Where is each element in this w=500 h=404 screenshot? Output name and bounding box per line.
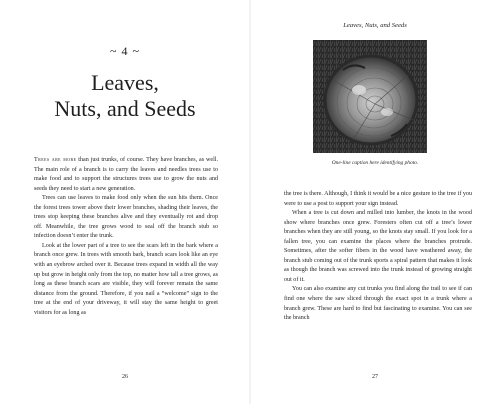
tree-stump-photo-graphic xyxy=(313,40,427,153)
running-head: Leaves, Nuts, and Seeds xyxy=(343,22,407,29)
page-number-left: 26 xyxy=(122,374,128,380)
paragraph-text: than just trunks, of course. They have branches, as well. The main role of a branch is to carry the leaves and needles trees use to make food and to support the structures trees use to grow the nuts and seeds they need to start a new generation. xyxy=(34,157,218,192)
photo-caption: One-line caption here identifying photo. xyxy=(331,160,419,166)
paragraph-text: the tree is there. Although, I think it would be a nice gesture to the tree if you were to use a post to support your sign instead. xyxy=(284,191,473,207)
left-body-text xyxy=(34,156,218,318)
paragraph xyxy=(34,156,218,194)
right-body-text xyxy=(284,190,472,324)
paragraph xyxy=(284,209,472,285)
page-number-right: 27 xyxy=(372,374,378,380)
paragraph xyxy=(34,194,218,242)
paragraph-text: Trees can use leaves to make food only when the sun hits them. Once the forest trees tower above their lower branches, shading their leaves, the trees stop keeping these branches alive and they eventually rot and drop off. Meanwhile, the tree grows wood to seal off the branch stub so infection doesn’t enter the trunk. xyxy=(34,195,218,240)
paragraph xyxy=(284,190,472,209)
chapter-title-line-1: Leaves, xyxy=(91,70,159,95)
paragraph xyxy=(284,285,472,323)
page-gutter xyxy=(249,0,251,404)
chapter-title-line-2: Nuts, and Seeds xyxy=(54,96,196,121)
lead-in-small-caps: Trees are more xyxy=(34,157,77,163)
photo-tree-stump xyxy=(313,40,427,153)
paragraph xyxy=(34,242,218,318)
chapter-title xyxy=(0,70,250,122)
paragraph-text: When a tree is cut down and milled into lumber, the knots in the wood show where branches once grew. Foresters often cut off a tree’s lower branches when they are still young, so the knots stay small. If you look for a fallen tree, you can examine the places where the branches protrude. Sometimes, after the softer fibers in the wood have weathered away, the branch stub coming out of the trunk sports a spiral pattern that makes it look as though the branch was screwed into the trunk instead of growing straight out of it. xyxy=(284,210,472,283)
chapter-number: ~ 4 ~ xyxy=(110,44,140,58)
paragraph-text: You can also examine any cut trunks you find along the trail to see if can find one where the saw sliced through the exact spot in a trunk where a branch grew. These are hard to find but fascinating to examine. You can see the branch xyxy=(284,286,472,322)
paragraph-text: Look at the lower part of a tree to see the scars left in the bark where a branch once grew. In trees with smooth bark, branch scars look like an eye with an eyebrow arched over it. Because trees expand in width all the way up but grow in height only from the top, no matter how tall a tree grows, as long as these branch scars are visible, they will forever remain the same distance from the ground. Therefore, if you nail a “welcome” sign to the tree at the end of your driveway, it will stay the same height to greet visitors for as long as xyxy=(34,242,218,316)
